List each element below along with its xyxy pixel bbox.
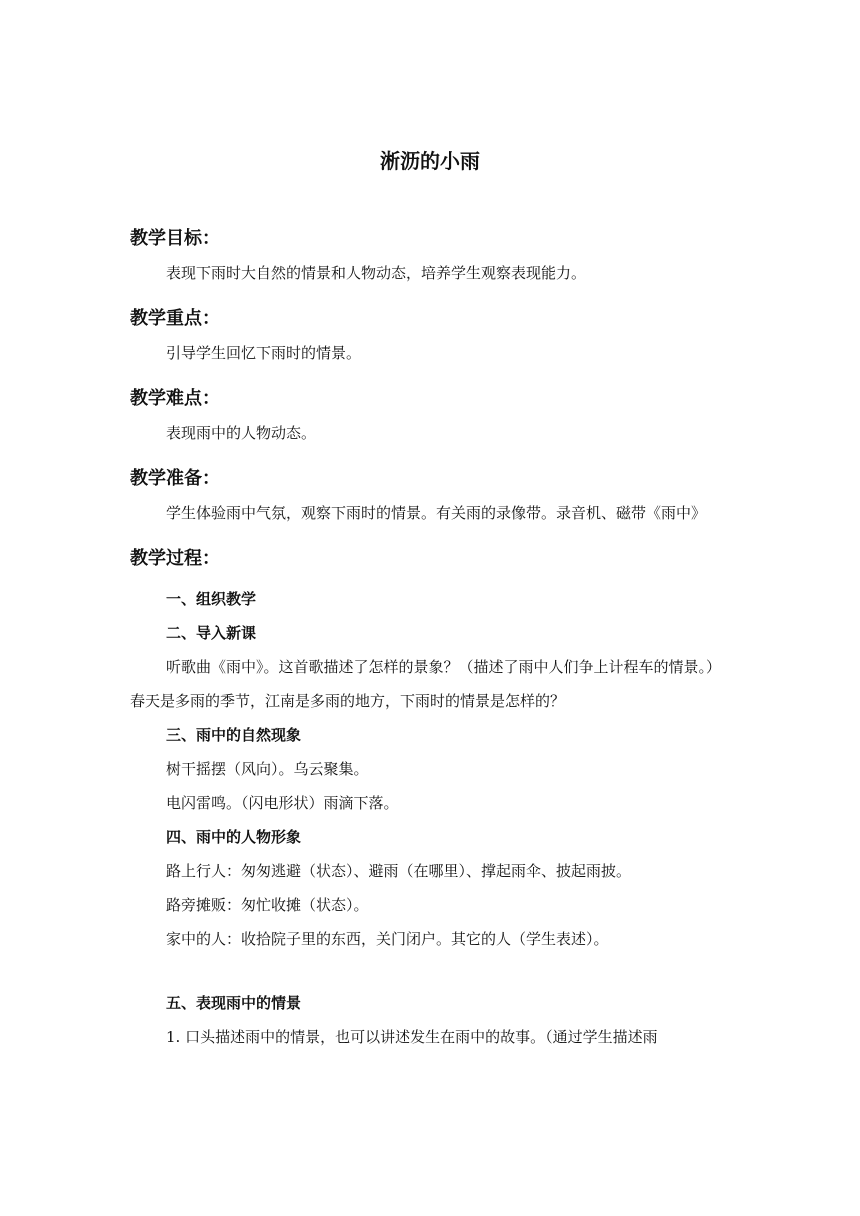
document-title: 淅沥的小雨 xyxy=(380,149,480,173)
preparation-heading: 教学准备： xyxy=(130,468,220,489)
section-2-text: 听歌曲《雨中》。这首歌描述了怎样的景象？（描述了雨中人们争上计程车的情景。）春天是多雨的季节，江南是多雨的地方，下雨时的情景是怎样的？ xyxy=(130,658,722,710)
section-3-line-1: 树干摇摆（风向）。乌云聚集。 xyxy=(166,760,369,778)
section-4-line-3: 家中的人：收拾院子里的东西，关门闭户。其它的人（学生表述）。 xyxy=(166,930,609,948)
section-5-item-1: 1. 口头描述雨中的情景，也可以讲述发生在雨中的故事。（通过学生描述雨 xyxy=(166,1028,658,1046)
section-3-line-2: 电闪雷鸣。（闪电形状）雨滴下落。 xyxy=(166,794,399,812)
section-4-line-1: 路上行人：匆匆逃避（状态）、避雨（在哪里）、撑起雨伞、披起雨披。 xyxy=(166,862,632,880)
section-1-title: 一、组织教学 xyxy=(166,590,257,608)
difficulties-text: 表现雨中的人物动态。 xyxy=(166,424,317,442)
difficulties-heading: 教学难点： xyxy=(130,388,220,409)
section-3-title: 三、雨中的自然现象 xyxy=(166,726,302,744)
key-points-heading: 教学重点： xyxy=(130,308,220,329)
goals-heading: 教学目标： xyxy=(130,228,220,249)
document-body xyxy=(130,222,730,1054)
section-5-title: 五、表现雨中的情景 xyxy=(166,994,302,1012)
goals-text: 表现下雨时大自然的情景和人物动态，培养学生观察表现能力。 xyxy=(166,264,587,282)
key-points-text: 引导学生回忆下雨时的情景。 xyxy=(166,344,362,362)
process-heading: 教学过程： xyxy=(130,548,220,569)
section-4-line-2: 路旁摊贩：匆忙收摊（状态）。 xyxy=(166,896,369,914)
preparation-text: 学生体验雨中气氛，观察下雨时的情景。有关雨的录像带。录音机、磁带《雨中》 xyxy=(166,504,707,522)
section-2-title: 二、导入新课 xyxy=(166,624,257,642)
section-4-title: 四、雨中的人物形象 xyxy=(166,828,302,846)
